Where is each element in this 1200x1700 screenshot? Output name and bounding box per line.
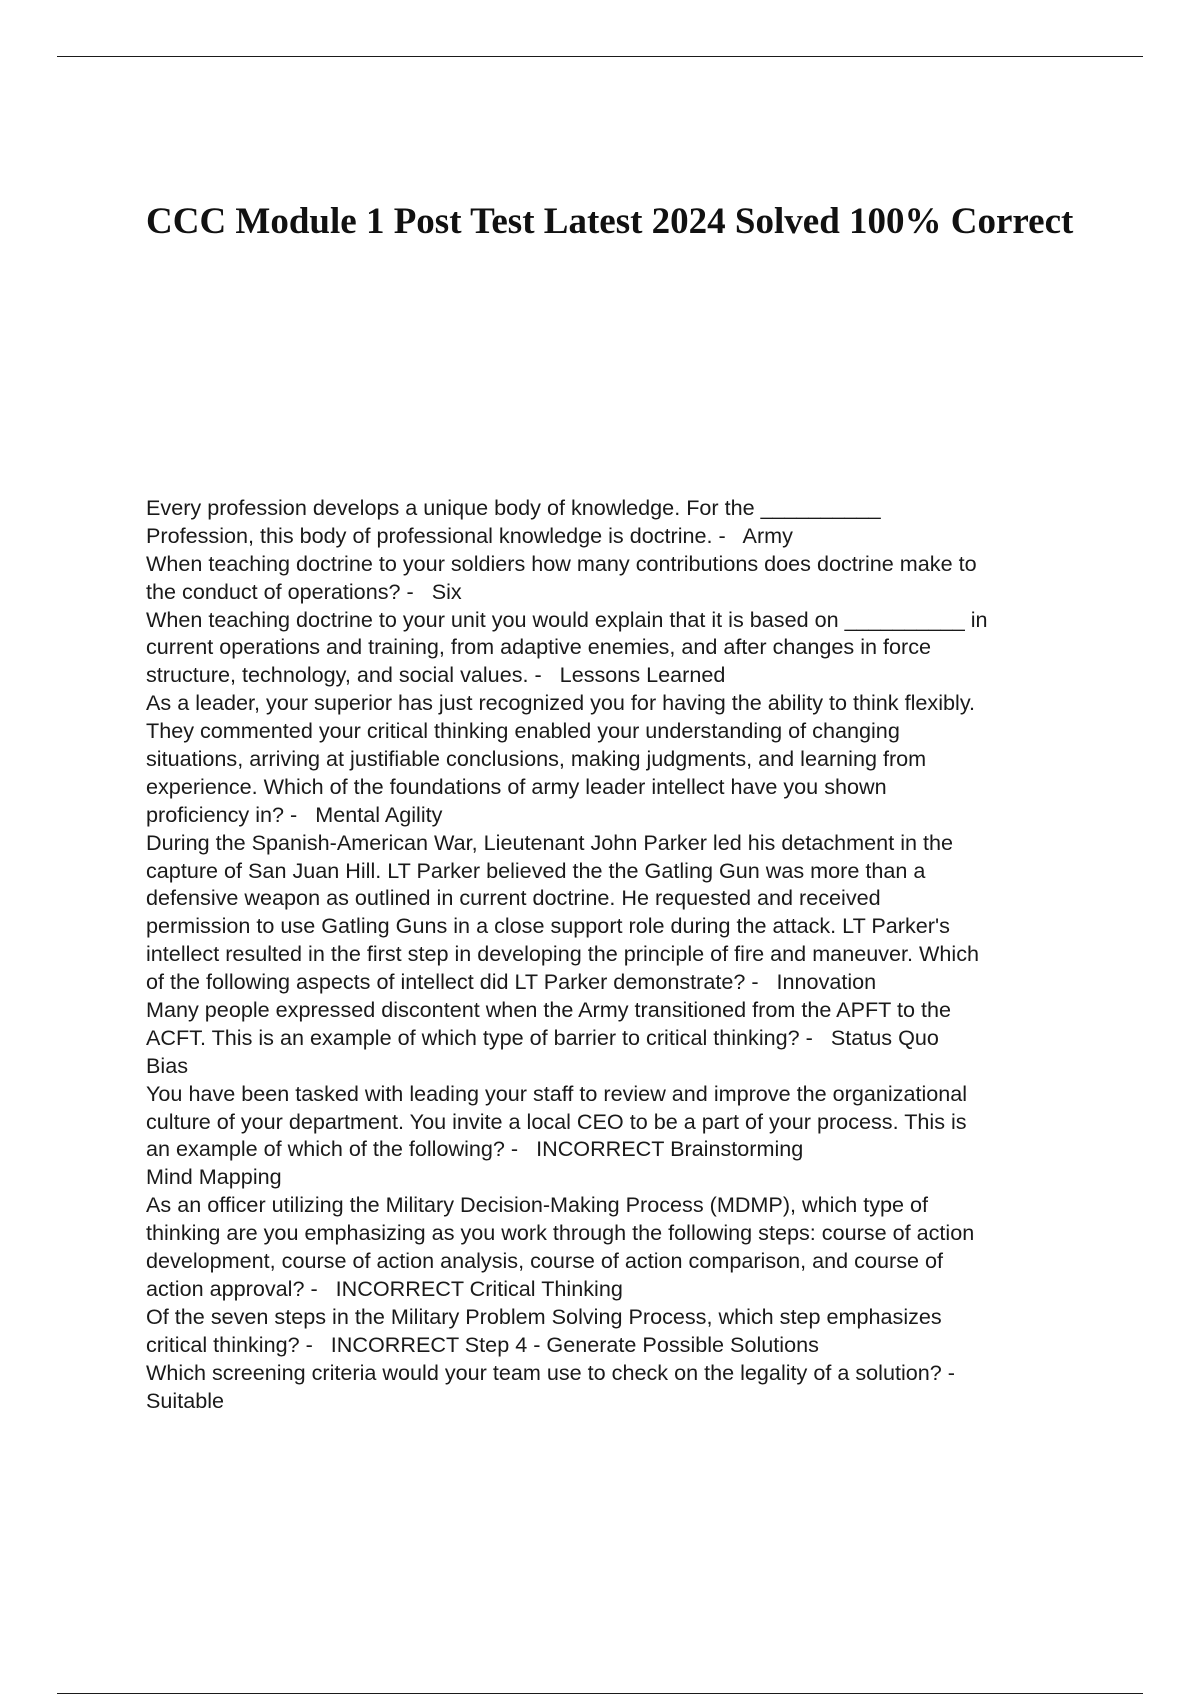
text-line: defensive weapon as outlined in current doctrine. He requested and received (146, 885, 881, 911)
text-line: Which screening criteria would your team use to check on the legality of a solution? - (146, 1359, 955, 1385)
text-line: an example of which of the following? - INCORRECT Brainstorming (146, 1136, 804, 1162)
header-rule (57, 56, 1143, 57)
text-line: Mind Mapping (146, 1164, 282, 1190)
text-line: ACFT. This is an example of which type of barrier to critical thinking? - Status Quo (146, 1024, 939, 1050)
document-title: CCC Module 1 Post Test Latest 2024 Solved 100% Correct (146, 201, 1074, 242)
document-body (146, 494, 1086, 1414)
text-line: As a leader, your superior has just recognized you for having the ability to think flexibly. (146, 690, 976, 716)
text-line: Suitable (146, 1387, 225, 1413)
text-line: During the Spanish-American War, Lieutenant John Parker led his detachment in the (146, 829, 954, 855)
text-line: capture of San Juan Hill. LT Parker believed the the Gatling Gun was more than a (146, 857, 926, 883)
footer-rule (57, 1693, 1143, 1694)
text-line: permission to use Gatling Guns in a close support role during the attack. LT Parker's (146, 913, 950, 939)
text-line: Many people expressed discontent when the Army transitioned from the APFT to the (146, 997, 952, 1023)
text-line: current operations and training, from adaptive enemies, and after changes in force (146, 634, 932, 660)
text-line: Every profession develops a unique body of knowledge. For the __________ (146, 495, 881, 520)
text-line: proficiency in? - Mental Agility (146, 801, 443, 827)
text-line: situations, arriving at justifiable conclusions, making judgments, and learning from (146, 746, 927, 772)
text-line: Of the seven steps in the Military Problem Solving Process, which step emphasizes (146, 1303, 942, 1329)
text-line: thinking are you emphasizing as you work through the following steps: course of action (146, 1220, 975, 1246)
text-line: Bias (146, 1052, 189, 1078)
text-line: You have been tasked with leading your staff to review and improve the organizational (146, 1080, 968, 1106)
text-line: Profession, this body of professional knowledge is doctrine. - Army (146, 522, 793, 548)
text-line: They commented your critical thinking enabled your understanding of changing (146, 718, 900, 744)
text-line: critical thinking? - INCORRECT Step 4 - Generate Possible Solutions (146, 1331, 819, 1357)
text-line: When teaching doctrine to your unit you would explain that it is based on __________ in (146, 606, 988, 632)
text-line: of the following aspects of intellect did LT Parker demonstrate? - Innovation (146, 969, 877, 995)
text-line: intellect resulted in the first step in developing the principle of fire and maneuver. Which (146, 941, 980, 967)
text-line: the conduct of operations? - Six (146, 578, 462, 604)
text-line: structure, technology, and social values. - Lessons Learned (146, 662, 726, 688)
text-line: culture of your department. You invite a local CEO to be a part of your process. This is (146, 1108, 967, 1134)
text-line: When teaching doctrine to your soldiers how many contributions does doctrine make to (146, 550, 977, 576)
text-line: action approval? - INCORRECT Critical Thinking (146, 1275, 623, 1301)
text-line: development, course of action analysis, course of action comparison, and course of (146, 1248, 944, 1274)
text-line: As an officer utilizing the Military Decision-Making Process (MDMP), which type of (146, 1192, 929, 1218)
text-line: experience. Which of the foundations of army leader intellect have you shown (146, 773, 887, 799)
